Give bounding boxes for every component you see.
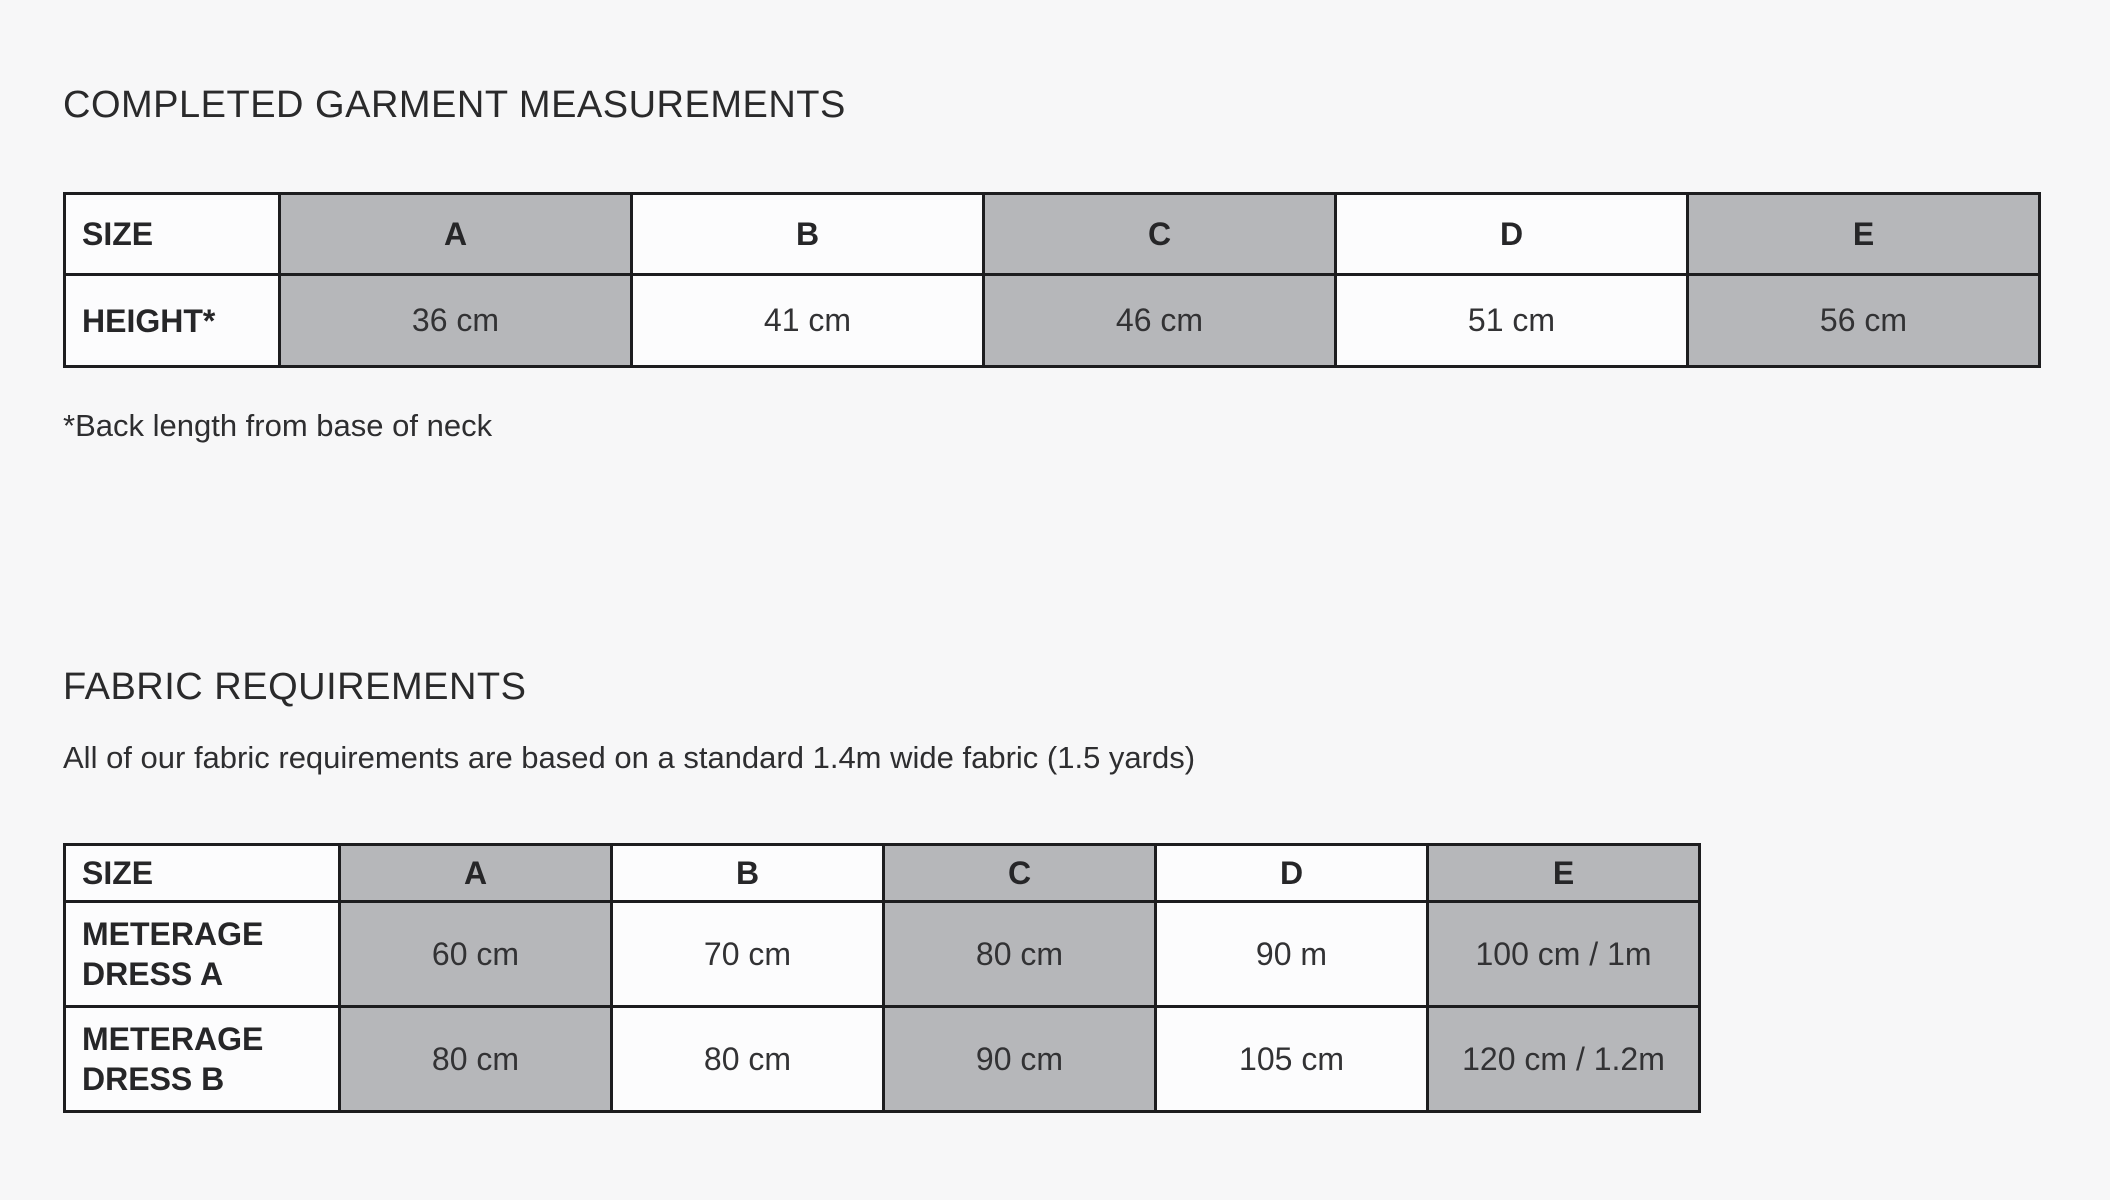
size-b-header-cell: B — [612, 845, 884, 902]
garment-footnote: *Back length from base of neck — [63, 408, 493, 443]
size-header-cell: SIZE — [65, 194, 280, 275]
size-a-header-cell: A — [280, 194, 632, 275]
dress-a-value-c: 80 cm — [884, 902, 1156, 1007]
height-value-e: 56 cm — [1688, 275, 2040, 367]
table-row-meterage-dress-a — [65, 902, 1700, 1007]
height-value-a: 36 cm — [280, 275, 632, 367]
fabric-requirements-title: FABRIC REQUIREMENTS — [63, 666, 527, 708]
height-value-b: 41 cm — [632, 275, 984, 367]
dress-a-value-e: 100 cm / 1m — [1428, 902, 1700, 1007]
dress-b-value-e: 120 cm / 1.2m — [1428, 1007, 1700, 1112]
table-header-row — [65, 845, 1700, 902]
dress-b-value-b: 80 cm — [612, 1007, 884, 1112]
garment-measurements-table — [63, 192, 2041, 368]
table-header-row — [65, 194, 2040, 275]
size-a-header-cell: A — [340, 845, 612, 902]
dress-b-value-d: 105 cm — [1156, 1007, 1428, 1112]
garment-measurements-title: COMPLETED GARMENT MEASUREMENTS — [63, 84, 846, 126]
size-d-header-cell: D — [1156, 845, 1428, 902]
dress-b-value-c: 90 cm — [884, 1007, 1156, 1112]
meterage-dress-a-label-cell: METERAGE DRESS A — [65, 902, 340, 1007]
table-row-meterage-dress-b — [65, 1007, 1700, 1112]
size-e-header-cell: E — [1688, 194, 2040, 275]
dress-b-value-a: 80 cm — [340, 1007, 612, 1112]
size-c-header-cell: C — [884, 845, 1156, 902]
dress-a-value-b: 70 cm — [612, 902, 884, 1007]
size-header-cell: SIZE — [65, 845, 340, 902]
height-value-d: 51 cm — [1336, 275, 1688, 367]
size-b-header-cell: B — [632, 194, 984, 275]
table-row-height — [65, 275, 2040, 367]
size-d-header-cell: D — [1336, 194, 1688, 275]
meterage-dress-b-label-cell: METERAGE DRESS B — [65, 1007, 340, 1112]
fabric-requirements-subtitle: All of our fabric requirements are based on a standard 1.4m wide fabric (1.5 yards) — [63, 740, 1196, 775]
height-value-c: 46 cm — [984, 275, 1336, 367]
fabric-requirements-table — [63, 843, 1701, 1113]
size-e-header-cell: E — [1428, 845, 1700, 902]
dress-a-value-d: 90 m — [1156, 902, 1428, 1007]
size-c-header-cell: C — [984, 194, 1336, 275]
height-label-cell: HEIGHT* — [65, 275, 280, 367]
dress-a-value-a: 60 cm — [340, 902, 612, 1007]
